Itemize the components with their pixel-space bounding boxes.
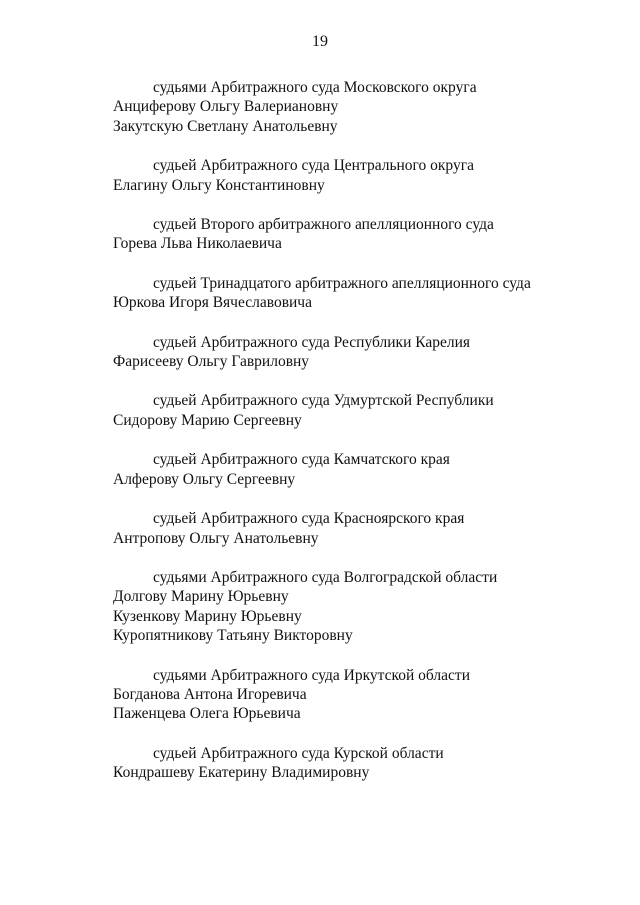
- judge-name: Закутскую Светлану Анатольевну: [113, 117, 338, 135]
- appointment-block: [113, 568, 613, 646]
- judge-name: Сидорову Марию Сергеевну: [113, 411, 302, 429]
- court-heading: судьями Арбитражного суда Иркутской области: [153, 666, 470, 684]
- judge-name: Елагину Ольгу Константиновну: [113, 176, 325, 194]
- judge-name: Юркова Игоря Вячеславовича: [113, 294, 312, 312]
- judge-name: Паженцева Олега Юрьевича: [113, 705, 301, 723]
- appointment-block: [113, 666, 613, 724]
- court-heading: судьей Арбитражного суда Камчатского края: [153, 451, 450, 469]
- court-heading: судьей Арбитражного суда Республики Карелия: [153, 333, 471, 351]
- appointment-block: [113, 744, 613, 783]
- court-heading: судьей Второго арбитражного апелляционного суда: [153, 216, 494, 234]
- judge-name: Анциферову Ольгу Валериановну: [113, 98, 339, 116]
- page-number: 19: [312, 33, 328, 50]
- court-heading: судьями Арбитражного суда Волгоградской области: [153, 568, 498, 586]
- appointment-block: [113, 333, 613, 372]
- appointment-block: [113, 391, 613, 430]
- judge-name: Фарисееву Ольгу Гавриловну: [113, 353, 310, 371]
- appointment-block: [113, 156, 613, 195]
- judge-name: Антропову Ольгу Анатольевну: [113, 529, 319, 547]
- judge-name: Кондрашеву Екатерину Владимировну: [113, 764, 370, 782]
- court-heading: судьей Арбитражного суда Красноярского края: [153, 510, 465, 528]
- court-heading: судьями Арбитражного суда Московского округа: [153, 79, 477, 96]
- appointment-block: [113, 274, 613, 313]
- appointment-block: [113, 450, 613, 489]
- judge-name: Кузенкову Марину Юрьевну: [113, 607, 302, 625]
- court-heading: судьей Арбитражного суда Курской области: [153, 744, 444, 762]
- judge-name: Богданова Антона Игоревича: [113, 685, 307, 703]
- appointments-list: [113, 78, 613, 803]
- appointment-block: [113, 215, 613, 254]
- judge-name: Куропятникову Татьяну Викторовну: [113, 627, 353, 645]
- appointment-block: [113, 78, 613, 136]
- judge-name: Долгову Марину Юрьевну: [113, 588, 289, 606]
- judge-name: Алферову Ольгу Сергеевну: [113, 470, 296, 488]
- court-heading: судьей Арбитражного суда Центрального округа: [153, 157, 474, 175]
- court-heading: судьей Арбитражного суда Удмуртской Республики: [153, 392, 494, 410]
- court-heading: судьей Тринадцатого арбитражного апелляционного суда: [153, 274, 531, 292]
- judge-name: Горева Льва Николаевича: [113, 235, 282, 253]
- appointment-block: [113, 509, 613, 548]
